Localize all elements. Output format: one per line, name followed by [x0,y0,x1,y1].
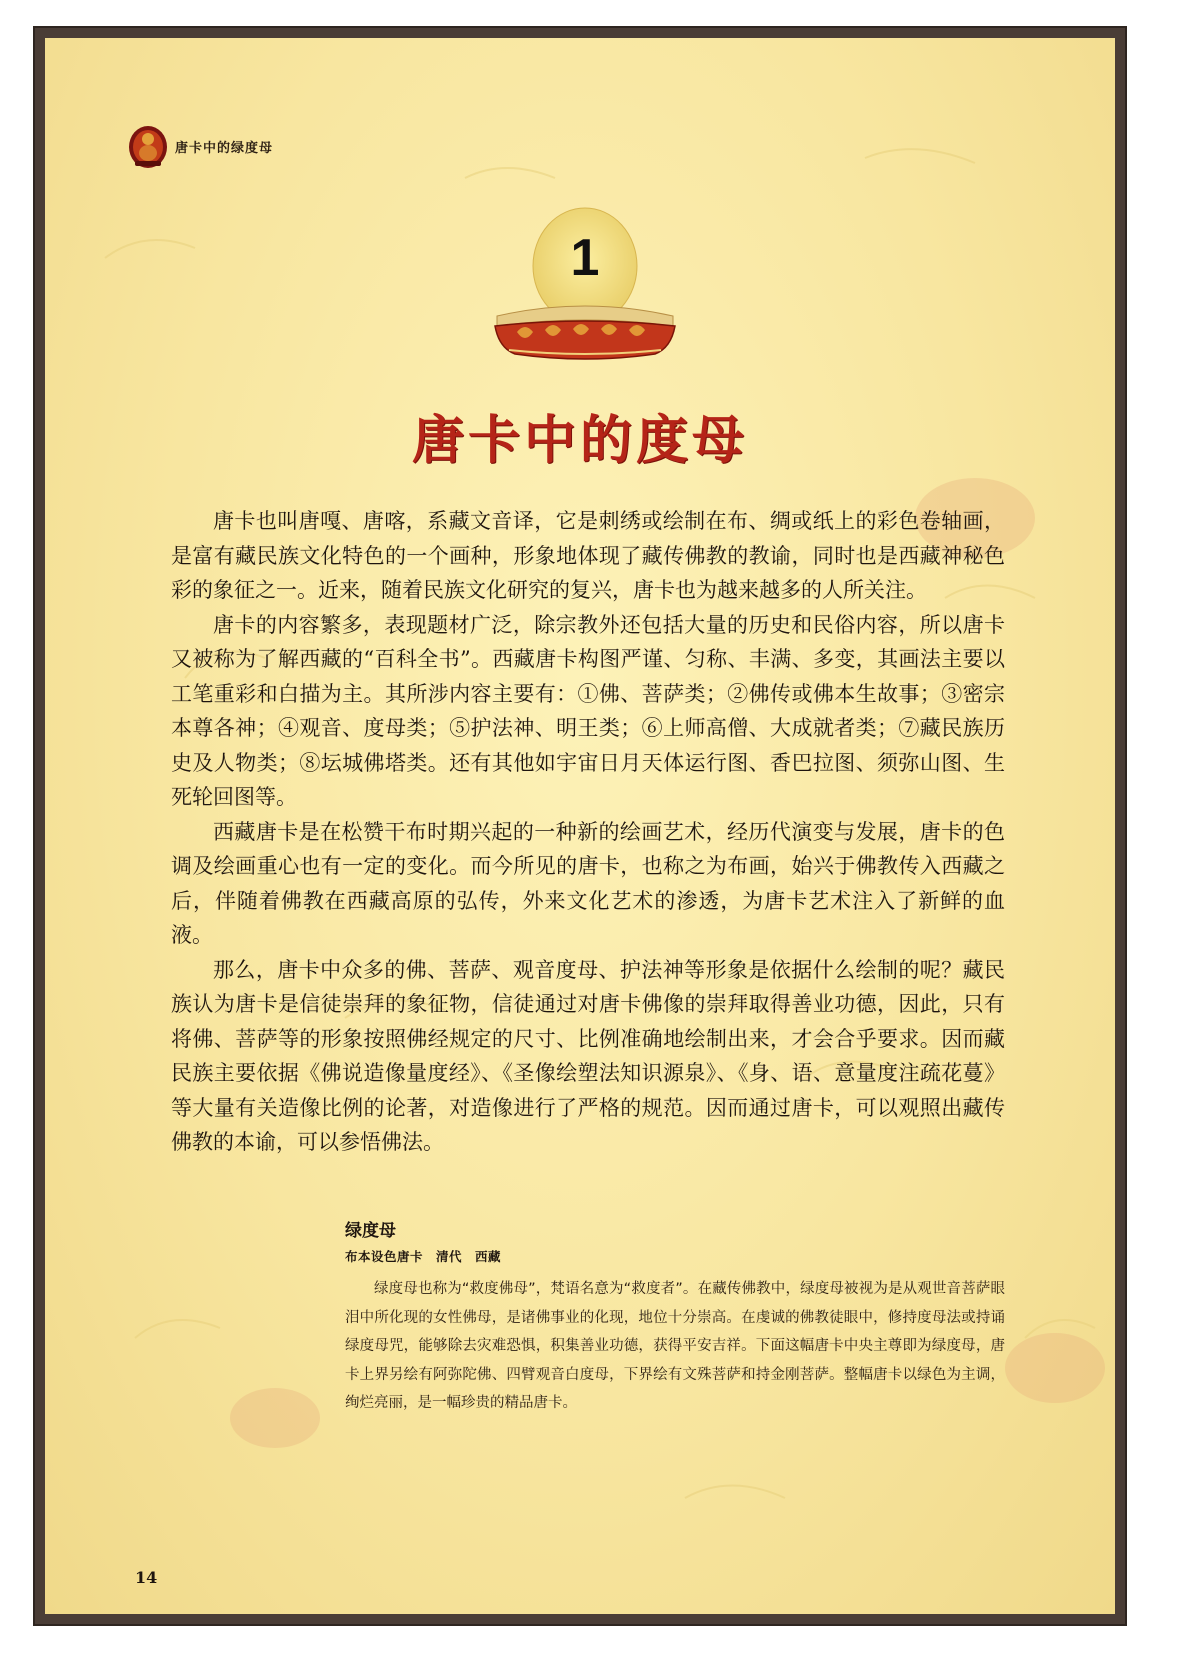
paper-background [45,38,1115,1614]
caption-text: 绿度母也称为“救度佛母”，梵语名意为“救度者”。在藏传佛教中，绿度母被视为是从观世音菩萨眼泪中所化现的女性佛母，是诸佛事业的化现，地位十分崇高。在虔诚的佛教徒眼中，修持度母法或持诵绿度母咒，能够除去灾难恐惧，积集善业功德，获得平安吉祥。下面这幅唐卡中央主尊即为绿度母，唐卡上界另绘有阿弥陀佛、四臂观音白度母，下界绘有文殊菩萨和持金刚菩萨。整幅唐卡以绿色为主调，绚烂亮丽，是一幅珍贵的精品唐卡。 [345,1281,1005,1411]
body-paragraph: 唐卡也叫唐嘎、唐喀，系藏文音译，它是刺绣或绘制在布、绸或纸上的彩色卷轴画，是富有藏民族文化特色的一个画种，形象地体现了藏传佛教的教谕，同时也是西藏神秘色彩的象征之一。近来，随着民族文化研究的复兴，唐卡也为越来越多的人所关注。 [171,509,1005,602]
body-text [171,504,1005,1160]
chapter-title: 唐卡中的度母 [411,410,748,471]
chapter-number: 1 [570,229,600,287]
header-title: 唐卡中的绿度母 [175,140,274,156]
page-number: 14 [135,1568,158,1587]
page-frame [33,26,1127,1626]
caption-title: 绿度母 [345,1221,396,1241]
body-paragraph: 西藏唐卡是在松赞干布时期兴起的一种新的绘画艺术，经历代演变与发展，唐卡的色调及绘画重心也有一定的变化。而今所见的唐卡，也称之为布画，始兴于佛教传入西藏之后，伴随着佛教在西藏高原的弘传，外来文化艺术的渗透，为唐卡艺术注入了新鲜的血液。 [171,819,1005,947]
deity-icon [127,123,169,169]
body-paragraph: 那么，唐卡中众多的佛、菩萨、观音度母、护法神等形象是依据什么绘制的呢？藏民族认为唐卡是信徒崇拜的象征物，信徒通过对唐卡佛像的崇拜取得善业功德，因此，只有将佛、菩萨等的形象按照佛经规定的尺寸、比例准确地绘制出来，才会合乎要求。因而藏民族主要依据《佛说造像量度经》、《圣像绘塑法知识源泉》、《身、语、意量度注疏花蔓》等大量有关造像比例的论著，对造像进行了严格的规范。因而通过唐卡，可以观照出藏传佛教的本谕，可以参悟佛法。 [171,957,1005,1154]
caption-subtitle: 布本设色唐卡 清代 西藏 [345,1249,502,1264]
figure-caption [345,1216,1005,1418]
body-paragraph: 唐卡的内容繁多，表现题材广泛，除宗教外还包括大量的历史和民俗内容，所以唐卡又被称为了解西藏的“百科全书”。西藏唐卡构图严谨、匀称、丰满、多变，其画法主要以工笔重彩和白描为主。其所涉内容主要有：①佛、菩萨类；②佛传或佛本生故事；③密宗本尊各神；④观音、度母类；⑤护法神、明王类；⑥上师高僧、大成就者类；⑦藏民族历史及人物类；⑧坛城佛塔类。还有其他如宇宙日月天体运行图、香巴拉图、须弥山图、生死轮回图等。 [171,612,1005,809]
running-header [127,118,273,174]
